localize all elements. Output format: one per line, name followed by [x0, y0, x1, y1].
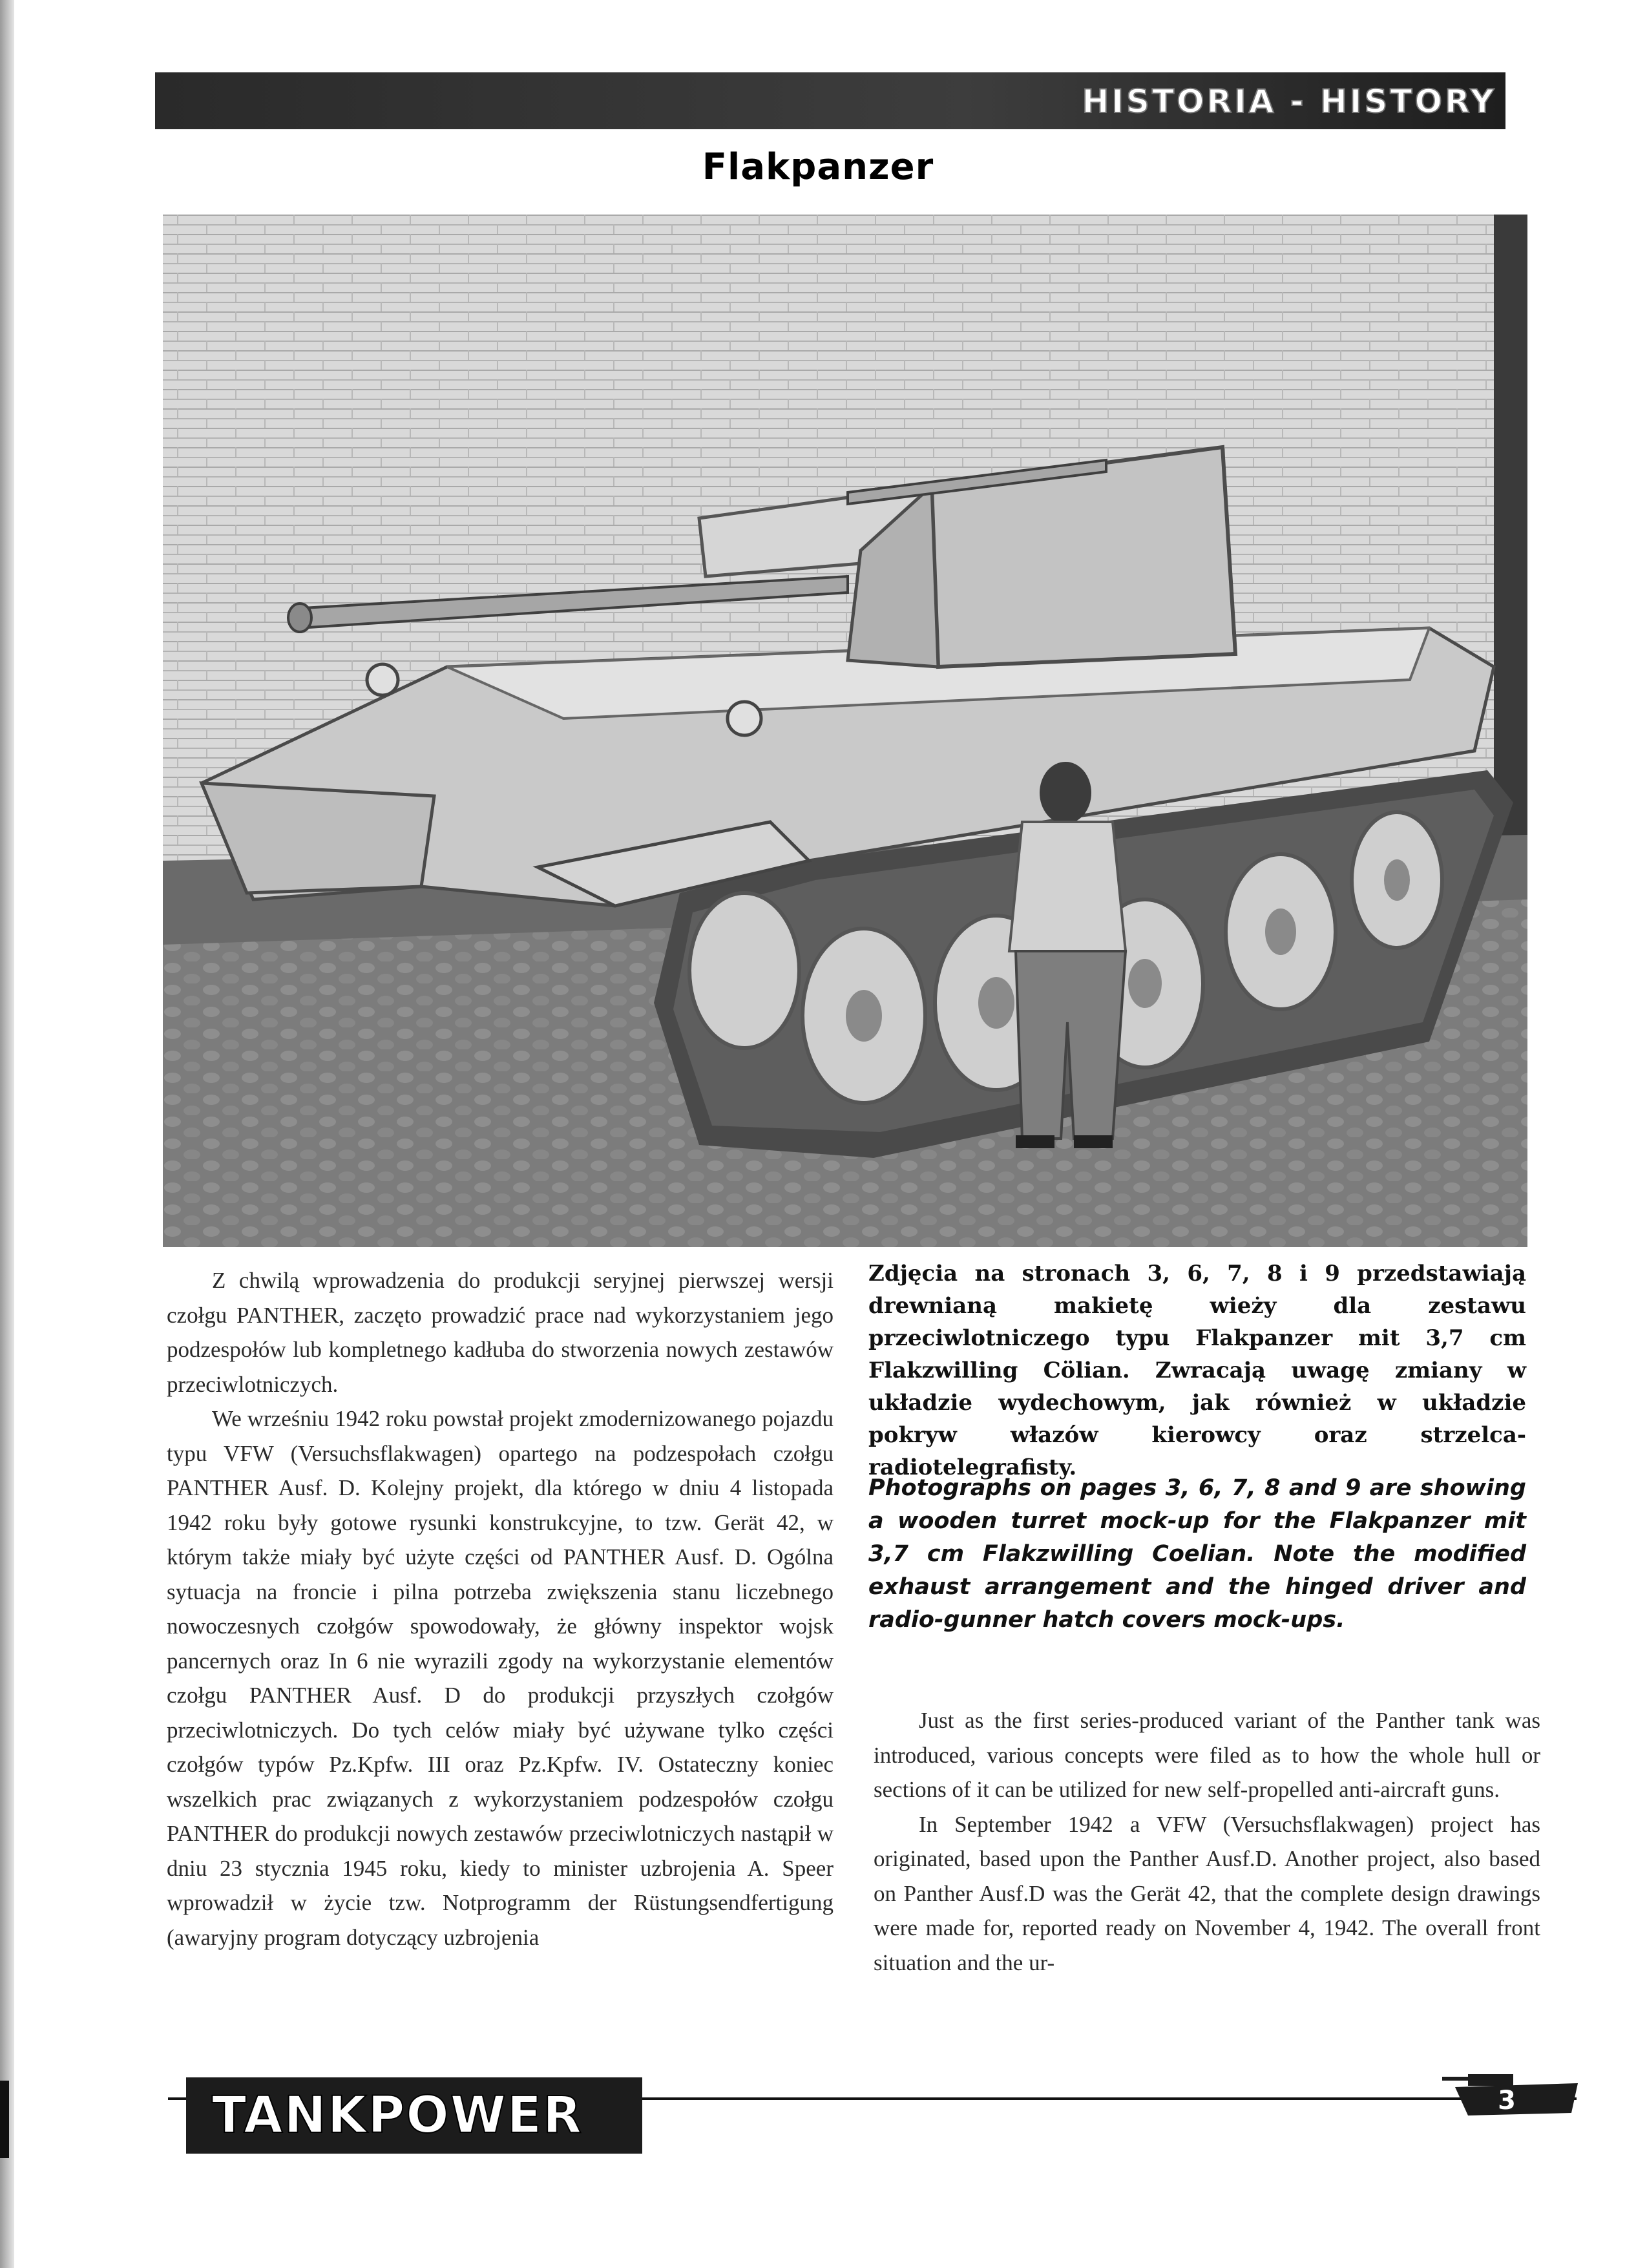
section-label: HISTORIA - HISTORY: [1082, 83, 1496, 120]
section-header-bar: [155, 72, 1505, 129]
english-paragraph-2: In September 1942 a VFW (Versuchsflakwagen) project has originated, based upon the Panther Ausf.D. Another project, also based on Panther Ausf.D was the Gerät 42, that the complete design drawings were made for, reported ready on November 4, 1942. The overall front situation and the ur-: [874, 1811, 1540, 1975]
page-number: 3: [1498, 2086, 1516, 2116]
polish-paragraph-2: We wrześniu 1942 roku powstał projekt zmodernizowanego pojazdu typu VFW (Versuchsflakwagen) opartego na podzespołach czołgu PANTHER Ausf. D. Kolejny projekt, dla którego w dniu 4 listopada 1942 roku były gotowe rysunki konstrukcyjne, to tzw. Gerät 42, w którym także miały być użyte części od PANTHER Ausf. D. Ogólna sytuacja na froncie i pilna potrzeba zwiększenia stanu liczebnego nowoczesnych czołgów spowodowały, że główny inspektor wojsk pancernych oraz In 6 nie wyrazili zgody na wykorzystanie elementów czołgu PANTHER Ausf. D do produkcji przyszłych czołgów przeciwlotniczych. Do tych celów miały być używane tylko części czołgów typów Pz.Kpfw. III oraz Pz.Kpfw. IV. Ostateczny koniec wszelkich prac związanych z wykorzystaniem podzespołów czołgu PANTHER do produkcji nowych zestawów przeciwlotniczych nastąpił w dniu 23 stycznia 1945 roku, kiedy to minister uzbrojenia A. Speer wprowadził w życie tzw. Notprogramm der Rüstungsendfertigung (awaryjny program dotyczący uzbrojenia: [167, 1406, 834, 1950]
tankpower-logo: [186, 2077, 642, 2154]
polish-paragraph-1: Z chwilą wprowadzenia do produkcji seryjnej pierwszej wersji czołgu PANTHER, zaczęto prowadzić prace nad wykorzystaniem jego podzespołów lub kompletnego kadłuba do stworzenia nowych zestawów przeciwlotniczych.: [167, 1268, 834, 1397]
english-paragraph-1: Just as the first series-produced variant of the Panther tank was introduced, various concepts were filed as to how the whole hull or sections of it can be utilized for new self-propelled anti-aircraft guns.: [874, 1708, 1540, 1802]
photo-caption-polish: Zdjęcia na stronach 3, 6, 7, 8 i 9 przedstawiają drewnianą makietę wieży dla zestawu przeciwlotniczego typu Flakpanzer mit 3,7 cm Flakzwilling Cölian. Zwracają uwagę zmiany w układzie wydechowym, jak również w układzie pokryw włazów kierowcy oraz strzelca-radiotelegrafisty.: [868, 1261, 1526, 1480]
page-gutter-shadow: [0, 0, 14, 2268]
photo-caption-english: Photographs on pages 3, 6, 7, 8 and 9 are showing a wooden turret mock-up for the Flakpanzer mit 3,7 cm Flakzwilling Coelian. Note the modified exhaust arrangement and the hinged driver and radio-gunner hatch covers mock-ups.: [868, 1475, 1526, 1633]
page-gutter-mark: [0, 2081, 9, 2158]
page-title: Flakpanzer: [702, 146, 934, 188]
tankpower-logo-text: TANKPOWER: [212, 2086, 583, 2145]
english-body-text: [874, 1703, 1540, 1980]
flakpanzer-photo: [163, 215, 1527, 1247]
polish-body-text: [167, 1263, 834, 1955]
